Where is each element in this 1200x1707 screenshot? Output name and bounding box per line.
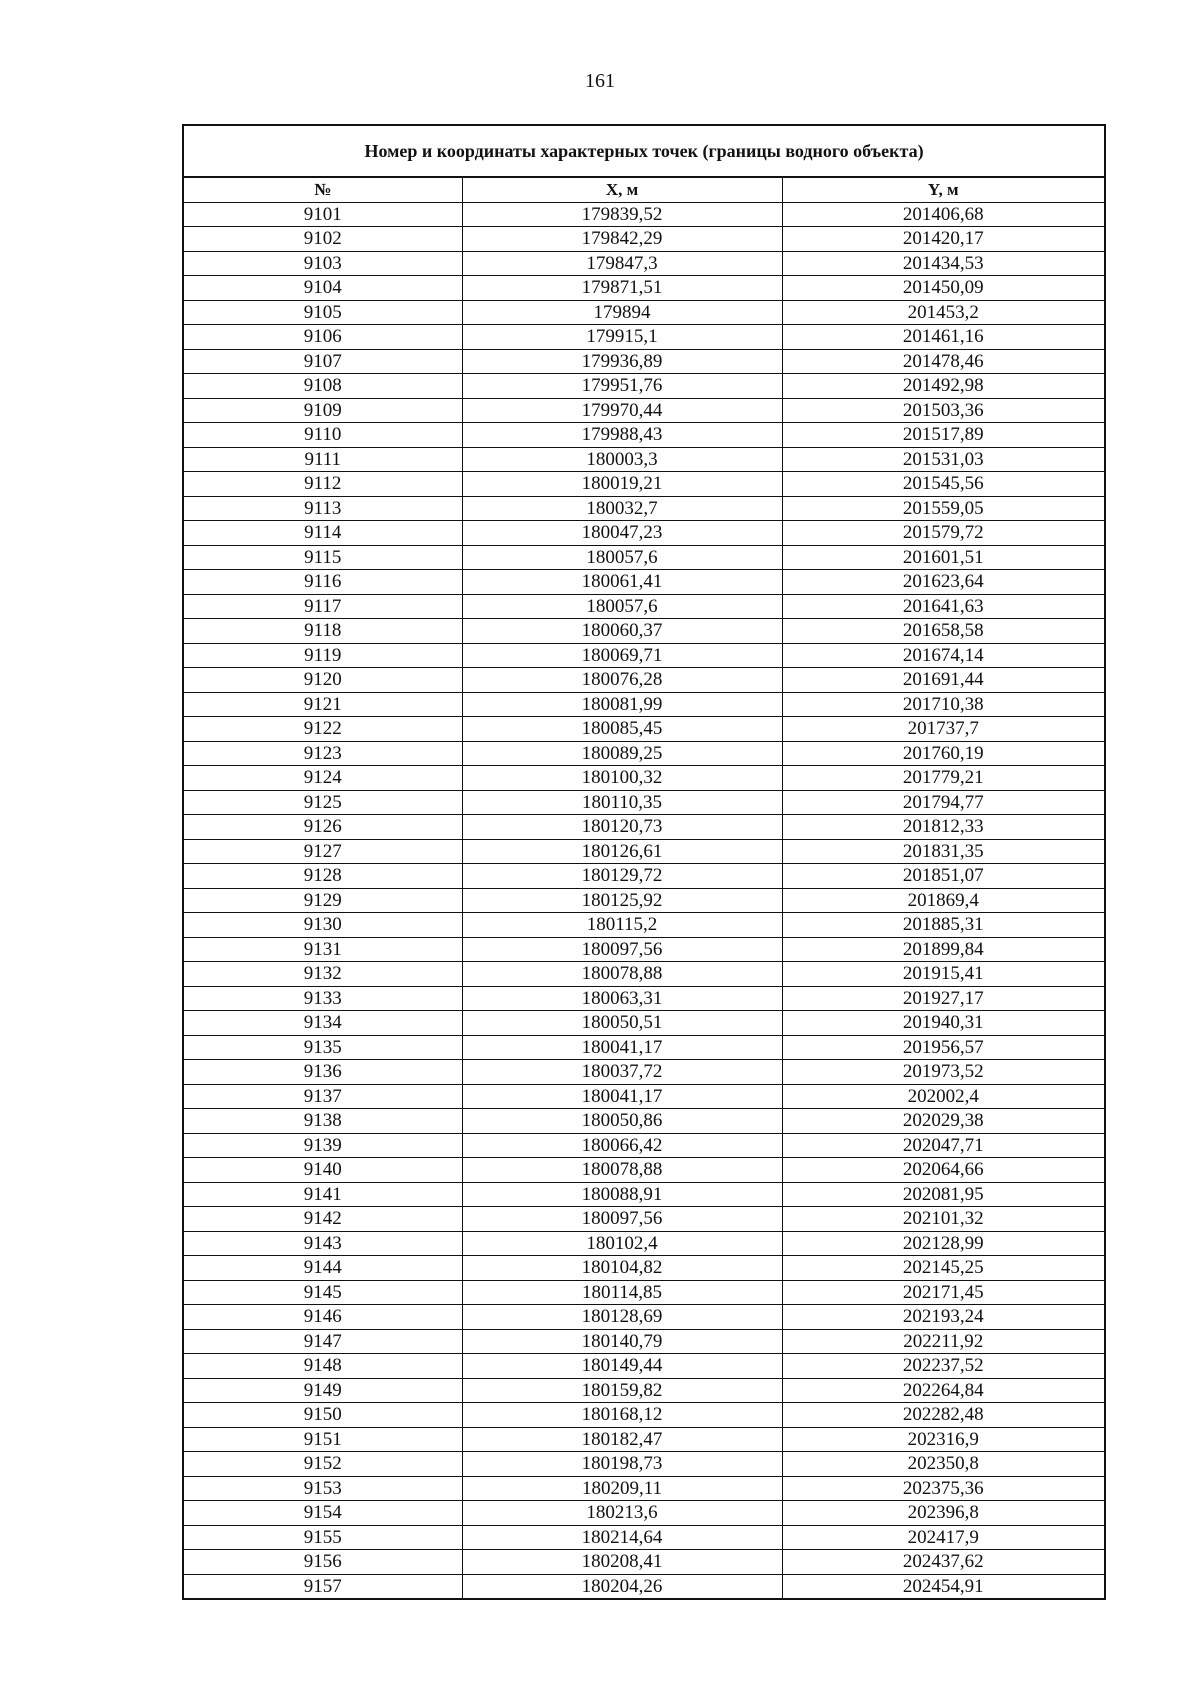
point-number-cell: 9145 bbox=[184, 1280, 462, 1305]
table-row bbox=[184, 1035, 1104, 1060]
point-number-cell: 9118 bbox=[184, 619, 462, 644]
point-number-cell: 9124 bbox=[184, 766, 462, 791]
y-coordinate-cell: 201478,46 bbox=[782, 349, 1104, 374]
table-row bbox=[184, 1084, 1104, 1109]
table-row bbox=[184, 374, 1104, 399]
table-row bbox=[184, 668, 1104, 693]
x-coordinate-cell: 180088,91 bbox=[462, 1182, 782, 1207]
table-row bbox=[184, 1207, 1104, 1232]
point-number-cell: 9130 bbox=[184, 913, 462, 938]
point-number-cell: 9129 bbox=[184, 888, 462, 913]
table-row bbox=[184, 447, 1104, 472]
y-coordinate-cell: 202145,25 bbox=[782, 1256, 1104, 1281]
y-coordinate-cell: 201601,51 bbox=[782, 545, 1104, 570]
x-coordinate-cell: 179970,44 bbox=[462, 398, 782, 423]
table-row bbox=[184, 864, 1104, 889]
x-coordinate-cell: 180032,7 bbox=[462, 496, 782, 521]
point-number-cell: 9116 bbox=[184, 570, 462, 595]
y-coordinate-cell: 201927,17 bbox=[782, 986, 1104, 1011]
point-number-cell: 9141 bbox=[184, 1182, 462, 1207]
table-row bbox=[184, 692, 1104, 717]
y-coordinate-cell: 201406,68 bbox=[782, 202, 1104, 227]
point-number-cell: 9101 bbox=[184, 202, 462, 227]
table-row bbox=[184, 1182, 1104, 1207]
table-row bbox=[184, 962, 1104, 987]
point-number-cell: 9146 bbox=[184, 1305, 462, 1330]
table-row bbox=[184, 1427, 1104, 1452]
y-coordinate-cell: 201420,17 bbox=[782, 227, 1104, 252]
point-number-cell: 9153 bbox=[184, 1476, 462, 1501]
y-coordinate-cell: 202264,84 bbox=[782, 1378, 1104, 1403]
table-row bbox=[184, 325, 1104, 350]
point-number-cell: 9151 bbox=[184, 1427, 462, 1452]
column-header-y: Y, м bbox=[782, 178, 1104, 202]
point-number-cell: 9149 bbox=[184, 1378, 462, 1403]
point-number-cell: 9156 bbox=[184, 1550, 462, 1575]
point-number-cell: 9132 bbox=[184, 962, 462, 987]
table-row bbox=[184, 1329, 1104, 1354]
table-row bbox=[184, 227, 1104, 252]
x-coordinate-cell: 180050,51 bbox=[462, 1011, 782, 1036]
x-coordinate-cell: 180003,3 bbox=[462, 447, 782, 472]
y-coordinate-cell: 201641,63 bbox=[782, 594, 1104, 619]
x-coordinate-cell: 180063,31 bbox=[462, 986, 782, 1011]
x-coordinate-cell: 179847,3 bbox=[462, 251, 782, 276]
y-coordinate-cell: 202211,92 bbox=[782, 1329, 1104, 1354]
y-coordinate-cell: 202454,91 bbox=[902, 1575, 984, 1597]
point-number-cell: 9110 bbox=[184, 423, 462, 448]
x-coordinate-cell: 180097,56 bbox=[462, 937, 782, 962]
x-coordinate-cell: 179915,1 bbox=[462, 325, 782, 350]
point-number-cell: 9133 bbox=[184, 986, 462, 1011]
y-coordinate-cell: 202193,24 bbox=[782, 1305, 1104, 1330]
table-row bbox=[184, 1354, 1104, 1379]
y-coordinate-cell: 202437,62 bbox=[782, 1550, 1104, 1575]
table-row bbox=[184, 1133, 1104, 1158]
y-coordinate-cell: 201831,35 bbox=[782, 839, 1104, 864]
y-coordinate-cell: 201545,56 bbox=[782, 472, 1104, 497]
point-number-cell: 9102 bbox=[184, 227, 462, 252]
table-row bbox=[184, 1280, 1104, 1305]
y-coordinate-cell: 202350,8 bbox=[782, 1452, 1104, 1477]
x-coordinate-cell: 180125,92 bbox=[462, 888, 782, 913]
point-number-cell: 9126 bbox=[184, 815, 462, 840]
y-coordinate-cell: 201915,41 bbox=[782, 962, 1104, 987]
point-number-cell: 9114 bbox=[184, 521, 462, 546]
x-coordinate-cell: 180209,11 bbox=[462, 1476, 782, 1501]
y-coordinate-cell: 201531,03 bbox=[782, 447, 1104, 472]
point-number-cell: 9111 bbox=[184, 447, 462, 472]
point-number-cell: 9137 bbox=[184, 1084, 462, 1109]
x-coordinate-cell: 179842,29 bbox=[462, 227, 782, 252]
y-coordinate-cell: 202237,52 bbox=[782, 1354, 1104, 1379]
point-number-cell: 9140 bbox=[184, 1158, 462, 1183]
x-coordinate-cell: 180057,6 bbox=[462, 594, 782, 619]
table-row bbox=[184, 1550, 1104, 1575]
point-number-cell: 9113 bbox=[184, 496, 462, 521]
y-coordinate-cell: 201737,7 bbox=[782, 717, 1104, 742]
point-number-cell: 9147 bbox=[184, 1329, 462, 1354]
table-row bbox=[184, 251, 1104, 276]
point-number-cell: 9121 bbox=[184, 692, 462, 717]
table-row bbox=[184, 276, 1104, 301]
x-coordinate-cell: 180085,45 bbox=[462, 717, 782, 742]
point-number-cell: 9131 bbox=[184, 937, 462, 962]
y-coordinate-cell: 202316,9 bbox=[782, 1427, 1104, 1452]
table-row bbox=[184, 766, 1104, 791]
x-coordinate-cell: 180100,32 bbox=[462, 766, 782, 791]
table-row bbox=[184, 202, 1104, 227]
table-row bbox=[184, 1574, 1104, 1598]
y-coordinate-cell: 202081,95 bbox=[782, 1182, 1104, 1207]
x-coordinate-cell: 179936,89 bbox=[462, 349, 782, 374]
point-number-cell: 9122 bbox=[184, 717, 462, 742]
point-number-cell: 9157 bbox=[184, 1574, 462, 1598]
x-coordinate-cell: 180078,88 bbox=[462, 1158, 782, 1183]
x-coordinate-cell: 180037,72 bbox=[462, 1060, 782, 1085]
y-coordinate-cell: 201461,16 bbox=[782, 325, 1104, 350]
table-row bbox=[184, 349, 1104, 374]
table-row bbox=[184, 1403, 1104, 1428]
coordinates-table bbox=[182, 124, 1106, 1600]
x-coordinate-cell: 179871,51 bbox=[462, 276, 782, 301]
y-coordinate-cell: 202282,48 bbox=[782, 1403, 1104, 1428]
point-number-cell: 9155 bbox=[184, 1525, 462, 1550]
y-coordinate-cell: 201623,64 bbox=[782, 570, 1104, 595]
x-coordinate-cell: 180061,41 bbox=[462, 570, 782, 595]
table-row bbox=[184, 1305, 1104, 1330]
x-coordinate-cell: 180115,2 bbox=[462, 913, 782, 938]
point-number-cell: 9109 bbox=[184, 398, 462, 423]
point-number-cell: 9127 bbox=[184, 839, 462, 864]
y-coordinate-cell: 201760,19 bbox=[782, 741, 1104, 766]
x-coordinate-cell: 180213,6 bbox=[462, 1501, 782, 1526]
y-coordinate-cell: 201812,33 bbox=[782, 815, 1104, 840]
y-coordinate-cell: 201851,07 bbox=[782, 864, 1104, 889]
x-coordinate-cell: 180198,73 bbox=[462, 1452, 782, 1477]
x-coordinate-cell: 180149,44 bbox=[462, 1354, 782, 1379]
y-coordinate-cell: 201869,4 bbox=[782, 888, 1104, 913]
table-row bbox=[184, 839, 1104, 864]
y-coordinate-cell: 201517,89 bbox=[782, 423, 1104, 448]
y-coordinate-cell: 201450,09 bbox=[782, 276, 1104, 301]
table-row bbox=[184, 1525, 1104, 1550]
table-row bbox=[184, 986, 1104, 1011]
point-number-cell: 9104 bbox=[184, 276, 462, 301]
y-coordinate-cell: 201434,53 bbox=[782, 251, 1104, 276]
point-number-cell: 9108 bbox=[184, 374, 462, 399]
table-row bbox=[184, 1109, 1104, 1134]
point-number-cell: 9136 bbox=[184, 1060, 462, 1085]
x-coordinate-cell: 180041,17 bbox=[462, 1084, 782, 1109]
point-number-cell: 9112 bbox=[184, 472, 462, 497]
point-number-cell: 9123 bbox=[184, 741, 462, 766]
table-row bbox=[184, 815, 1104, 840]
y-coordinate-cell: 202128,99 bbox=[782, 1231, 1104, 1256]
x-coordinate-cell: 179839,52 bbox=[462, 202, 782, 227]
table-row bbox=[184, 1501, 1104, 1526]
x-coordinate-cell: 179894 bbox=[462, 300, 782, 325]
x-coordinate-cell: 180050,86 bbox=[462, 1109, 782, 1134]
table-row bbox=[184, 398, 1104, 423]
point-number-cell: 9128 bbox=[184, 864, 462, 889]
x-coordinate-cell: 180069,71 bbox=[462, 643, 782, 668]
y-coordinate-cell: 201503,36 bbox=[782, 398, 1104, 423]
y-coordinate-cell: 201492,98 bbox=[782, 374, 1104, 399]
table-row bbox=[184, 300, 1104, 325]
table-row bbox=[184, 1158, 1104, 1183]
column-header-number: № bbox=[184, 178, 462, 202]
table-row bbox=[184, 1011, 1104, 1036]
y-coordinate-cell: 201899,84 bbox=[782, 937, 1104, 962]
header-row bbox=[184, 178, 1104, 202]
table-row bbox=[184, 643, 1104, 668]
x-coordinate-cell: 180019,21 bbox=[462, 472, 782, 497]
table-row bbox=[184, 521, 1104, 546]
y-coordinate-cell: 201691,44 bbox=[782, 668, 1104, 693]
point-number-cell: 9154 bbox=[184, 1501, 462, 1526]
table-row bbox=[184, 594, 1104, 619]
y-coordinate-cell: 201794,77 bbox=[782, 790, 1104, 815]
point-number-cell: 9150 bbox=[184, 1403, 462, 1428]
y-coordinate-cell: 202029,38 bbox=[782, 1109, 1104, 1134]
coordinates-grid bbox=[184, 178, 1104, 1598]
column-header-x: X, м bbox=[462, 178, 782, 202]
x-coordinate-cell: 180097,56 bbox=[462, 1207, 782, 1232]
table-row bbox=[184, 570, 1104, 595]
x-coordinate-cell: 180081,99 bbox=[462, 692, 782, 717]
x-coordinate-cell: 180110,35 bbox=[462, 790, 782, 815]
point-number-cell: 9107 bbox=[184, 349, 462, 374]
y-coordinate-cell: 201559,05 bbox=[782, 496, 1104, 521]
table-row bbox=[184, 1452, 1104, 1477]
table-row bbox=[184, 545, 1104, 570]
y-coordinate-cell: 201973,52 bbox=[782, 1060, 1104, 1085]
y-coordinate-cell: 201885,31 bbox=[782, 913, 1104, 938]
y-coordinate-cell: 202171,45 bbox=[782, 1280, 1104, 1305]
table-row bbox=[184, 790, 1104, 815]
x-coordinate-cell: 180076,28 bbox=[462, 668, 782, 693]
x-coordinate-cell: 180057,6 bbox=[462, 545, 782, 570]
point-number-cell: 9143 bbox=[184, 1231, 462, 1256]
table-row bbox=[184, 1231, 1104, 1256]
y-coordinate-cell: 201453,2 bbox=[782, 300, 1104, 325]
x-coordinate-cell: 180060,37 bbox=[462, 619, 782, 644]
y-coordinate-cell: 201710,38 bbox=[782, 692, 1104, 717]
x-coordinate-cell: 180114,85 bbox=[462, 1280, 782, 1305]
table-row bbox=[184, 472, 1104, 497]
table-row bbox=[184, 741, 1104, 766]
point-number-cell: 9144 bbox=[184, 1256, 462, 1281]
x-coordinate-cell: 180128,69 bbox=[462, 1305, 782, 1330]
point-number-cell: 9142 bbox=[184, 1207, 462, 1232]
point-number-cell: 9138 bbox=[184, 1109, 462, 1134]
point-number-cell: 9119 bbox=[184, 643, 462, 668]
table-row bbox=[184, 496, 1104, 521]
table-row bbox=[184, 1256, 1104, 1281]
y-coordinate-cell: 201658,58 bbox=[782, 619, 1104, 644]
x-coordinate-cell: 180102,4 bbox=[462, 1231, 782, 1256]
y-coordinate-cell: 202064,66 bbox=[782, 1158, 1104, 1183]
x-coordinate-cell: 180182,47 bbox=[462, 1427, 782, 1452]
table-row bbox=[184, 888, 1104, 913]
x-coordinate-cell: 180208,41 bbox=[462, 1550, 782, 1575]
point-number-cell: 9117 bbox=[184, 594, 462, 619]
point-number-cell: 9134 bbox=[184, 1011, 462, 1036]
x-coordinate-cell: 179951,76 bbox=[462, 374, 782, 399]
y-coordinate-cell: 201940,31 bbox=[782, 1011, 1104, 1036]
x-coordinate-cell: 179988,43 bbox=[462, 423, 782, 448]
y-coordinate-cell: 201674,14 bbox=[782, 643, 1104, 668]
point-number-cell: 9105 bbox=[184, 300, 462, 325]
x-coordinate-cell: 180041,17 bbox=[462, 1035, 782, 1060]
x-coordinate-cell: 180047,23 bbox=[462, 521, 782, 546]
y-coordinate-cell: 202002,4 bbox=[782, 1084, 1104, 1109]
x-coordinate-cell: 180140,79 bbox=[462, 1329, 782, 1354]
table-row bbox=[184, 1476, 1104, 1501]
table-row bbox=[184, 1378, 1104, 1403]
x-coordinate-cell: 180078,88 bbox=[462, 962, 782, 987]
y-coordinate-cell: 201579,72 bbox=[782, 521, 1104, 546]
point-number-cell: 9103 bbox=[184, 251, 462, 276]
y-coordinate-cell: 202417,9 bbox=[782, 1525, 1104, 1550]
y-coordinate-cell: 201779,21 bbox=[782, 766, 1104, 791]
table-row bbox=[184, 619, 1104, 644]
point-number-cell: 9148 bbox=[184, 1354, 462, 1379]
point-number-cell: 9125 bbox=[184, 790, 462, 815]
x-coordinate-cell: 180066,42 bbox=[462, 1133, 782, 1158]
y-coordinate-cell: 202375,36 bbox=[782, 1476, 1104, 1501]
y-coordinate-cell: 202396,8 bbox=[782, 1501, 1104, 1526]
table-row bbox=[184, 913, 1104, 938]
table-title: Номер и координаты характерных точек (границы водного объекта) bbox=[184, 126, 1104, 178]
table-row bbox=[184, 423, 1104, 448]
table-row bbox=[184, 1060, 1104, 1085]
x-coordinate-cell: 180104,82 bbox=[462, 1256, 782, 1281]
x-coordinate-cell: 180204,26 bbox=[462, 1574, 782, 1598]
point-number-cell: 9135 bbox=[184, 1035, 462, 1060]
y-coordinate-cell: 201956,57 bbox=[782, 1035, 1104, 1060]
y-coordinate-cell: 202047,71 bbox=[782, 1133, 1104, 1158]
point-number-cell: 9152 bbox=[184, 1452, 462, 1477]
page-number: 161 bbox=[585, 70, 615, 92]
x-coordinate-cell: 180159,82 bbox=[462, 1378, 782, 1403]
x-coordinate-cell: 180214,64 bbox=[462, 1525, 782, 1550]
x-coordinate-cell: 180120,73 bbox=[462, 815, 782, 840]
point-number-cell: 9106 bbox=[184, 325, 462, 350]
x-coordinate-cell: 180168,12 bbox=[462, 1403, 782, 1428]
y-coordinate-cell: 202101,32 bbox=[782, 1207, 1104, 1232]
x-coordinate-cell: 180089,25 bbox=[462, 741, 782, 766]
point-number-cell: 9115 bbox=[184, 545, 462, 570]
table-row bbox=[184, 717, 1104, 742]
x-coordinate-cell: 180129,72 bbox=[462, 864, 782, 889]
point-number-cell: 9120 bbox=[184, 668, 462, 693]
table-row bbox=[184, 937, 1104, 962]
point-number-cell: 9139 bbox=[184, 1133, 462, 1158]
x-coordinate-cell: 180126,61 bbox=[462, 839, 782, 864]
